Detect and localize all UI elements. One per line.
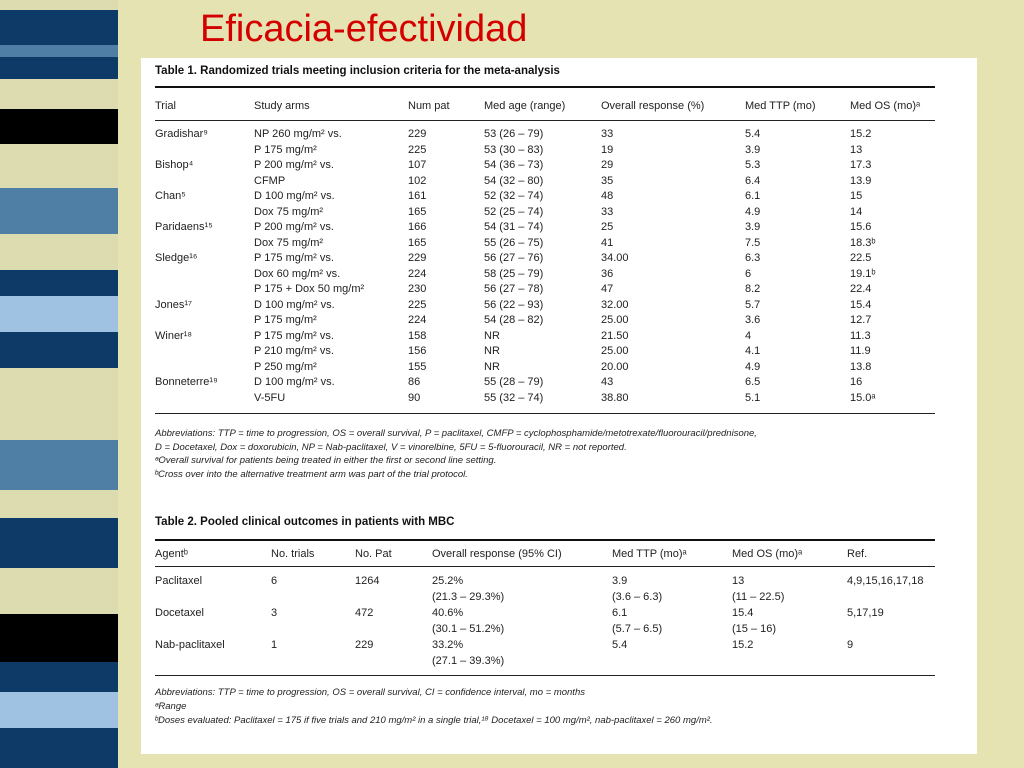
table1-cell: 53 (30 – 83) bbox=[484, 143, 544, 156]
table1-cell: 3.9 bbox=[745, 143, 761, 156]
table1-cell: 38.80 bbox=[601, 391, 629, 404]
table2-cell: (5.7 – 6.5) bbox=[612, 623, 663, 635]
table1-cell: 32.00 bbox=[601, 298, 629, 311]
table1-note: ᵃOverall survival for patients being treated in either the first or second line setting. bbox=[155, 455, 497, 466]
table1-cell: 53 (26 – 79) bbox=[484, 128, 544, 140]
table1-cell: 16 bbox=[850, 376, 863, 388]
table1-cell: NR bbox=[484, 345, 500, 357]
table1-cell: Jones¹⁷ bbox=[155, 298, 192, 311]
table1-cell: 6 bbox=[745, 267, 752, 280]
table1-cell: 15.6 bbox=[850, 221, 872, 233]
table1-cell: P 200 mg/m² vs. bbox=[254, 221, 334, 233]
table2-cell: 4,9,15,16,17,18 bbox=[847, 575, 924, 587]
table2-cell: 15.4 bbox=[732, 607, 754, 619]
table-sheet bbox=[141, 58, 977, 754]
table2-cell: 13 bbox=[732, 575, 745, 587]
table1-cell: 5.7 bbox=[745, 298, 761, 311]
table1-cell: 90 bbox=[408, 391, 421, 404]
table1-cell: 165 bbox=[408, 205, 427, 218]
decorative-stripe bbox=[0, 0, 118, 768]
table1-cell: 225 bbox=[408, 298, 427, 311]
table1-cell: 11.9 bbox=[850, 345, 871, 357]
table1-cell: 25.00 bbox=[601, 314, 629, 326]
table2-cell: 6 bbox=[271, 575, 278, 587]
table1-cell: 18.3ᵇ bbox=[850, 236, 876, 249]
table1-cell: P 175 mg/m² bbox=[254, 314, 317, 326]
table1-cell: 15.4 bbox=[850, 298, 872, 311]
table1-cell: 56 (27 – 78) bbox=[484, 283, 544, 295]
table1-cell: 55 (32 – 74) bbox=[484, 391, 544, 404]
table1-cell: 41 bbox=[601, 236, 614, 249]
table2-header-cell: No. trials bbox=[271, 548, 315, 560]
table2-cell: (11 – 22.5) bbox=[732, 591, 785, 603]
table1-cell: 229 bbox=[408, 128, 427, 140]
table2-cell: 1264 bbox=[355, 575, 380, 587]
table1-cell: 19.1ᵇ bbox=[850, 267, 876, 280]
table1-cell: 29 bbox=[601, 159, 614, 171]
table1-cell: 58 (25 – 79) bbox=[484, 267, 544, 280]
table1-cell: 161 bbox=[408, 190, 427, 202]
table1-caption: Table 1. Randomized trials meeting inclusion criteria for the meta-analysis bbox=[155, 65, 560, 77]
table1-cell: 8.2 bbox=[745, 283, 761, 295]
table2-cell: 5.4 bbox=[612, 639, 628, 651]
table1-cell: 3.9 bbox=[745, 221, 761, 233]
table1-cell: 14 bbox=[850, 205, 863, 218]
table1-cell: 54 (32 – 80) bbox=[484, 174, 544, 187]
table2-header-cell: Med OS (mo)ᵃ bbox=[732, 548, 803, 560]
table1-cell: 12.7 bbox=[850, 314, 872, 326]
table1-cell: Dox 75 mg/m² bbox=[254, 205, 324, 218]
table1-cell: 6.3 bbox=[745, 252, 761, 264]
table1-cell: Bonneterre¹⁹ bbox=[155, 376, 218, 388]
table2-caption: Table 2. Pooled clinical outcomes in patients with MBC bbox=[155, 516, 455, 528]
table1-cell: 13.8 bbox=[850, 360, 872, 373]
table2-cell: 6.1 bbox=[612, 607, 628, 619]
table1-cell: P 175 mg/m² bbox=[254, 143, 317, 156]
table1-cell: 13.9 bbox=[850, 174, 872, 187]
table1-cell: 224 bbox=[408, 314, 427, 326]
table1-cell: 225 bbox=[408, 143, 427, 156]
table2-cell: 3 bbox=[271, 607, 278, 619]
table2-bottom-rule bbox=[155, 675, 935, 676]
table1-cell: P 175 + Dox 50 mg/m² bbox=[254, 283, 365, 295]
table1-cell: Dox 60 mg/m² vs. bbox=[254, 267, 341, 280]
table2-note: ᵃRange bbox=[155, 701, 187, 712]
table2-header-cell: No. Pat bbox=[355, 548, 392, 560]
table1-cell: 158 bbox=[408, 329, 427, 342]
table1-cell: 229 bbox=[408, 252, 427, 264]
table1-cell: 166 bbox=[408, 221, 427, 233]
table1-cell: 19 bbox=[601, 143, 614, 156]
table2-cell: (3.6 – 6.3) bbox=[612, 591, 663, 603]
table1-cell: NR bbox=[484, 329, 500, 342]
table2-header-cell: Med TTP (mo)ᵃ bbox=[612, 548, 687, 560]
table2-header-cell: Overall response (95% CI) bbox=[432, 548, 562, 560]
table1-cell: 13 bbox=[850, 143, 863, 156]
table1-cell: 33 bbox=[601, 205, 614, 218]
table2-cell: 25.2% bbox=[432, 575, 464, 587]
table1-cell: 52 (25 – 74) bbox=[484, 205, 544, 218]
table1-header-cell: Med TTP (mo) bbox=[745, 100, 816, 112]
table2-cell: 229 bbox=[355, 639, 374, 651]
table1-cell: Gradishar⁹ bbox=[155, 128, 209, 140]
table1-cell: D 100 mg/m² vs. bbox=[254, 298, 335, 311]
table1-cell: 22.4 bbox=[850, 283, 872, 295]
table1-cell: 48 bbox=[601, 190, 614, 202]
table1-note: Abbreviations: TTP = time to progression, OS = overall survival, P = paclitaxel, CMFP = cyclophosphamide/metotrexate/fluorouracil/prednisone, bbox=[155, 428, 757, 439]
table1-header-cell: Med OS (mo)ᵃ bbox=[850, 100, 921, 112]
table1-cell: 54 (28 – 82) bbox=[484, 314, 544, 326]
table1-cell: 15.2 bbox=[850, 128, 872, 140]
table1-cell: 86 bbox=[408, 376, 421, 388]
table1-header-cell: Overall response (%) bbox=[601, 100, 705, 112]
table1-cell: 17.3 bbox=[850, 159, 872, 171]
table2-cell: 5,17,19 bbox=[847, 607, 884, 619]
table1-cell: 55 (28 – 79) bbox=[484, 376, 544, 388]
table1-header-cell: Med age (range) bbox=[484, 100, 566, 112]
table2-cell: 15.2 bbox=[732, 639, 754, 651]
table2-cell: Paclitaxel bbox=[155, 575, 203, 587]
table1-cell: 230 bbox=[408, 283, 427, 295]
table1-top-rule bbox=[155, 86, 935, 88]
table1-cell: 22.5 bbox=[850, 252, 872, 264]
table2-cell: 3.9 bbox=[612, 575, 628, 587]
table1-cell: D 100 mg/m² vs. bbox=[254, 376, 335, 388]
table1-cell: 224 bbox=[408, 267, 427, 280]
table2-cell: 1 bbox=[271, 639, 278, 651]
table1-note: ᵇCross over into the alternative treatment arm was part of the trial protocol. bbox=[155, 468, 468, 480]
table2-cell: (30.1 – 51.2%) bbox=[432, 623, 505, 635]
table1-cell: 52 (32 – 74) bbox=[484, 190, 544, 202]
table1-cell: Paridaens¹⁵ bbox=[155, 221, 213, 233]
table2-cell: (15 – 16) bbox=[732, 623, 777, 635]
table1-cell: 34.00 bbox=[601, 252, 629, 264]
table1-cell: 102 bbox=[408, 174, 427, 187]
table1-cell: 4.1 bbox=[745, 345, 761, 357]
table1-header-rule bbox=[155, 120, 935, 121]
table1-cell: 7.5 bbox=[745, 236, 761, 249]
table2-cell: (21.3 – 29.3%) bbox=[432, 591, 505, 603]
table2-note: ᵇDoses evaluated: Paclitaxel = 175 if five trials and 210 mg/m² in a single trial,¹⁸ Docetaxel = 100 mg/m², nab-paclitaxel = 260 mg/m². bbox=[155, 715, 713, 726]
table1-cell: 107 bbox=[408, 159, 427, 171]
table1-cell: Winer¹⁸ bbox=[155, 329, 193, 342]
table1-cell: 6.4 bbox=[745, 174, 761, 187]
table1-cell: 25 bbox=[601, 221, 614, 233]
table1-cell: 11.3 bbox=[850, 329, 871, 342]
table1-cell: P 175 mg/m² vs. bbox=[254, 329, 334, 342]
table2-header-rule bbox=[155, 566, 935, 567]
slide-title: Eficacia-efectividad bbox=[200, 8, 528, 50]
table1-cell: 56 (27 – 76) bbox=[484, 252, 544, 264]
table1-cell: 54 (36 – 73) bbox=[484, 159, 544, 171]
table1-note: D = Docetaxel, Dox = doxorubicin, NP = Nab-paclitaxel, V = vinorelbine, 5FU = 5-fluorouracil, NR = not reported. bbox=[155, 441, 627, 453]
table1-cell: 6.1 bbox=[745, 190, 761, 202]
table2-cell: Nab-paclitaxel bbox=[155, 639, 225, 651]
table1-cell: 155 bbox=[408, 360, 427, 373]
table1-cell: 4 bbox=[745, 329, 752, 342]
table1-cell: NP 260 mg/m² vs. bbox=[254, 128, 342, 140]
table2-cell: Docetaxel bbox=[155, 607, 204, 619]
table1-cell: 36 bbox=[601, 267, 614, 280]
table1-cell: P 200 mg/m² vs. bbox=[254, 159, 334, 171]
table1-cell: P 210 mg/m² vs. bbox=[254, 345, 334, 357]
table2-top-rule bbox=[155, 539, 935, 541]
table1-header-cell: Trial bbox=[155, 100, 176, 112]
table1-cell: Bishop⁴ bbox=[155, 159, 194, 171]
table1-bottom-rule bbox=[155, 413, 935, 414]
table2-cell: (27.1 – 39.3%) bbox=[432, 655, 505, 667]
table1-cell: 35 bbox=[601, 174, 614, 187]
table1-cell: Sledge¹⁶ bbox=[155, 252, 198, 264]
table1-cell: 20.00 bbox=[601, 360, 629, 373]
table1-header-cell: Study arms bbox=[254, 100, 310, 112]
table1-cell: 21.50 bbox=[601, 329, 629, 342]
table1-cell: 4.9 bbox=[745, 360, 761, 373]
table1-cell: 5.4 bbox=[745, 128, 761, 140]
table1-cell: Chan⁵ bbox=[155, 190, 186, 202]
table1-cell: 15 bbox=[850, 190, 863, 202]
table1-cell: 5.1 bbox=[745, 391, 761, 404]
table1-cell: 55 (26 – 75) bbox=[484, 236, 544, 249]
table2-note: Abbreviations: TTP = time to progression, OS = overall survival, CI = confidence interval, mo = months bbox=[155, 687, 585, 698]
table1-header-cell: Num pat bbox=[408, 100, 450, 112]
table1-cell: 5.3 bbox=[745, 159, 761, 171]
table1-cell: 33 bbox=[601, 128, 614, 140]
table1-cell: 15.0ᵃ bbox=[850, 391, 876, 404]
table1-cell: 3.6 bbox=[745, 314, 761, 326]
table1-cell: CFMP bbox=[254, 174, 286, 187]
table1-cell: 54 (31 – 74) bbox=[484, 221, 544, 233]
table1-cell: 25.00 bbox=[601, 345, 629, 357]
table1-cell: 56 (22 – 93) bbox=[484, 298, 544, 311]
table1-cell: D 100 mg/m² vs. bbox=[254, 190, 335, 202]
table2-cell: 472 bbox=[355, 607, 374, 619]
table1-cell: 156 bbox=[408, 345, 427, 357]
table2-cell: 40.6% bbox=[432, 607, 464, 619]
table2-header-cell: Agentᵇ bbox=[155, 548, 188, 560]
table1-cell: Dox 75 mg/m² bbox=[254, 236, 324, 249]
table1-cell: 165 bbox=[408, 236, 427, 249]
table2-cell: 9 bbox=[847, 639, 854, 651]
table1-cell: P 175 mg/m² vs. bbox=[254, 252, 334, 264]
table1-cell: 4.9 bbox=[745, 205, 761, 218]
table1-cell: V-5FU bbox=[254, 391, 286, 404]
table1-cell: 47 bbox=[601, 283, 614, 295]
table1-cell: 43 bbox=[601, 376, 614, 388]
table2-header-cell: Ref. bbox=[847, 548, 868, 560]
table1-cell: P 250 mg/m² bbox=[254, 360, 317, 373]
table2-cell: 33.2% bbox=[432, 639, 464, 651]
table1-cell: 6.5 bbox=[745, 376, 761, 388]
table1-cell: NR bbox=[484, 360, 500, 373]
